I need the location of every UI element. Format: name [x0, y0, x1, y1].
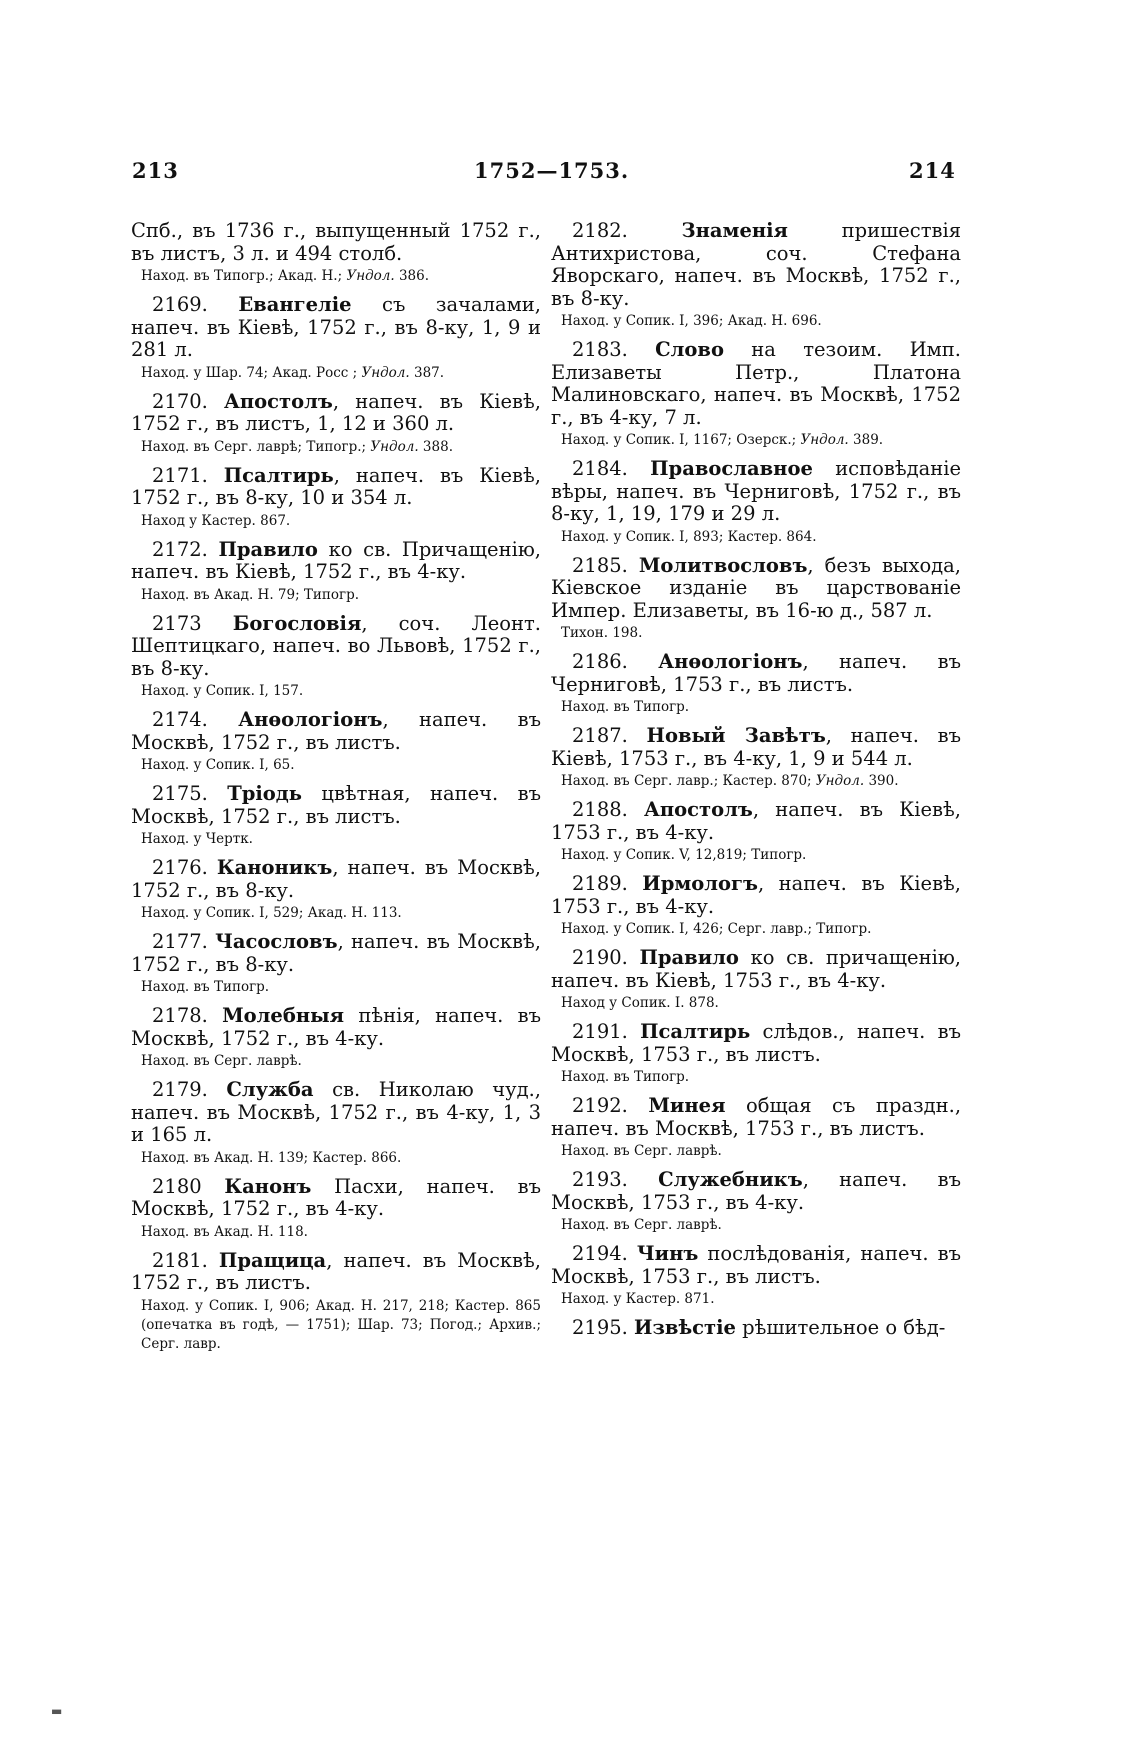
location-text: Наход. у Сопик. I, 65. [141, 757, 295, 773]
entry-description: , напеч. въ Москвѣ, 1752 г., въ листъ. [131, 1248, 541, 1294]
location-text: Наход. въ Серг. лаврѣ. [561, 1143, 722, 1159]
entry-location [131, 904, 541, 923]
entry-description: , напеч. въ Кіевѣ, 1752 г., въ 8-ку, 10 и 354 л. [131, 463, 541, 509]
location-number: 390. [868, 773, 899, 789]
entry-description: , соч. Леонт. Шептицкаго, напеч. во Львовѣ, 1752 г., въ 8-ку. [131, 611, 542, 680]
entry-title: Православное [650, 457, 813, 480]
entry-number: 2174. [152, 708, 208, 731]
entry-text [551, 555, 961, 623]
entry-number: 2181. [152, 1248, 208, 1272]
entry-number: 2187. [572, 724, 628, 747]
catalog-entry [131, 1250, 541, 1354]
page-number-left: 213 [132, 158, 179, 183]
entry-number: 2191. [572, 1020, 628, 1043]
entry-location [551, 846, 961, 865]
entry-description: слѣдов., напеч. въ Москвѣ, 1753 г., въ листъ. [551, 1020, 961, 1066]
entry-title: Апостолъ [224, 389, 333, 413]
entry-title: Молебныя [222, 1004, 345, 1027]
location-number: 387. [414, 364, 445, 381]
location-text: Наход. у Сопик. I, 906; Акад. Н. 217, 218; Кастер. 865 (опечатка въ годѣ, — 1751); Шар. 73; Погод.; Архив.; Серг. лавр. [141, 1297, 541, 1352]
location-text: Наход. въ Акад. Н. 118. [141, 1223, 308, 1240]
location-source-italic: Ундол. [815, 773, 865, 789]
location-text: Тихон. 198. [561, 625, 643, 641]
entry-number: 2192. [572, 1094, 628, 1117]
entry-text [131, 709, 541, 754]
catalog-entry [131, 783, 541, 849]
entry-location [551, 920, 961, 939]
entry-title: Тріодь [227, 782, 303, 805]
location-text: Наход. у Кастер. 871. [561, 1291, 715, 1307]
entry-text [551, 651, 961, 696]
entry-number: 2173 [152, 611, 202, 635]
catalog-entry [551, 1021, 961, 1087]
location-text: Наход. у Чертк. [141, 831, 253, 847]
entry-text [551, 1317, 961, 1340]
entry-text [131, 539, 541, 584]
entry-title: Анѳологіонъ [238, 708, 383, 731]
entry-text [131, 857, 541, 902]
catalog-entry [131, 931, 541, 997]
entry-location [551, 994, 961, 1013]
location-source-italic: Ундол. [361, 364, 410, 381]
entry-location [131, 1223, 541, 1242]
entry-description: , безъ выхода, Кіевское изданіе въ царствованіе Импер. Елизаветы, въ 16-ю д., 587 л. [551, 553, 962, 622]
entry-text [551, 725, 961, 770]
entry-description: общая съ праздн., напеч. въ Москвѣ, 1753 г., въ листъ. [551, 1094, 962, 1140]
entry-text [131, 783, 541, 828]
entry-number: 2189. [572, 872, 628, 895]
entry-location [551, 1068, 961, 1087]
entry-description: , напеч. въ Кіевѣ, 1753 г., въ 4-ку, 1, 9 и 544 л. [551, 724, 962, 770]
entry-number: 2175. [152, 782, 208, 805]
entry-text [131, 1079, 541, 1147]
location-text: Наход. у Шар. 74; Акад. Росс ; [141, 364, 358, 381]
entry-text [131, 613, 541, 681]
left-column [131, 220, 541, 1362]
entry-description: , напеч. въ Кіевѣ, 1753 г., въ 4-ку. [551, 798, 961, 844]
right-column [551, 220, 961, 1348]
entry-number: 2177. [152, 930, 208, 953]
location-text: Наход. въ Серг. лаврѣ. [141, 1053, 302, 1069]
entry-location [551, 1290, 961, 1309]
catalog-entry [551, 947, 961, 1013]
entry-location [131, 438, 541, 457]
entry-location [551, 1142, 961, 1161]
entry-title: Пращица [218, 1248, 327, 1272]
catalog-entry [551, 799, 961, 865]
catalog-entry [131, 1079, 541, 1168]
entry-number: 2195. [572, 1316, 628, 1339]
entry-number: 2182. [572, 219, 628, 242]
entry-title: Апостолъ [644, 798, 753, 821]
entry-title: Минея [648, 1094, 726, 1117]
running-header-years: 1752—1753. [474, 158, 630, 183]
entry-location [131, 1297, 541, 1354]
entry-text [131, 294, 541, 362]
location-text: Наход. у Сопик. I, 426; Серг. лавр.; Типогр. [561, 921, 872, 937]
catalog-entry [551, 1095, 961, 1161]
catalog-entry [551, 873, 961, 939]
entry-text [551, 220, 961, 310]
entry-description: св. Николаю чуд., напеч. въ Москвѣ, 1752 г., въ 4-ку, 1, 3 и 165 л. [131, 1078, 542, 1146]
page-number-right: 214 [909, 158, 956, 183]
entry-description: Спб., въ 1736 г., выпущенный 1752 г., въ листъ, 3 л. и 494 столб. [131, 219, 541, 265]
entry-title: Слово [655, 338, 724, 361]
entry-number: 2169. [152, 293, 208, 316]
entry-title: Канонъ [224, 1174, 312, 1198]
entry-location [131, 1149, 541, 1168]
entry-number: 2185. [572, 553, 628, 577]
entry-title: Молитвословъ [638, 553, 808, 577]
entry-text [551, 873, 961, 918]
location-text: Наход. въ Акад. Н. 139; Кастер. 866. [141, 1149, 402, 1166]
scan-speck: ▬ [51, 1704, 63, 1718]
entry-title: Новый Завѣтъ [646, 724, 826, 747]
entry-number: 2183. [572, 338, 628, 361]
location-number: 389. [853, 432, 884, 448]
location-text: Наход. въ Типогр. [561, 1069, 690, 1085]
entry-location [551, 1216, 961, 1235]
entry-location [551, 772, 961, 791]
entry-title: Чинъ [636, 1242, 699, 1265]
entry-title: Евангеліе [238, 293, 352, 316]
entry-location [551, 528, 961, 547]
entry-number: 2170. [152, 389, 208, 413]
location-text: Наход. въ Типогр. [141, 979, 270, 995]
entry-title: Служба [226, 1078, 314, 1101]
entry-description: ко св. причащенію, напеч. въ Кіевѣ, 1753 г., въ 4-ку. [551, 946, 961, 992]
entry-number: 2188. [572, 798, 628, 821]
entry-text [551, 1021, 961, 1066]
location-text: Наход. у Сопик. I, 396; Акад. Н. 696. [561, 313, 822, 329]
entry-text [131, 391, 541, 436]
entry-location [131, 830, 541, 849]
entry-location [131, 682, 541, 701]
location-text: Наход. въ Серг. лавр.; Кастер. 870; [561, 773, 812, 789]
entry-number: 2180 [152, 1174, 202, 1198]
entry-title: Каноникъ [216, 856, 333, 879]
entry-text [131, 1176, 541, 1221]
entry-text [131, 931, 541, 976]
catalog-entry [131, 220, 541, 286]
entry-number: 2190. [572, 946, 628, 969]
entry-title: Извѣстіе [634, 1316, 736, 1339]
catalog-entry [551, 555, 961, 644]
entry-text [131, 465, 541, 510]
entry-text [551, 947, 961, 992]
location-source-italic: Ундол. [346, 268, 395, 284]
entry-number: 2176. [152, 856, 208, 879]
entry-number: 2178. [152, 1004, 208, 1027]
entry-description: , напеч. въ Черниговѣ, 1753 г., въ листъ. [551, 650, 962, 696]
location-text: Наход. у Сопик. I, 893; Кастер. 864. [561, 528, 817, 545]
entry-title: Богословія [232, 611, 362, 635]
catalog-entry [131, 857, 541, 923]
catalog-entry [551, 651, 961, 717]
location-number: 386. [398, 268, 430, 284]
location-text: Наход у Сопик. I. 878. [561, 995, 719, 1011]
entry-description: , напеч. въ Москвѣ, 1752 г., въ листъ. [131, 708, 542, 754]
catalog-entry [551, 1243, 961, 1309]
entry-location [551, 698, 961, 717]
entry-description: , напеч. въ Кіевѣ, 1753 г., въ 4-ку. [551, 872, 961, 918]
catalog-entry [131, 1176, 541, 1242]
location-text: Наход. у Сопик. I, 529; Акад. Н. 113. [141, 905, 402, 921]
entry-title: Псалтирь [223, 463, 334, 487]
entry-location [551, 624, 961, 643]
entry-number: 2193. [572, 1168, 628, 1191]
entry-description: послѣдованія, напеч. въ Москвѣ, 1753 г., въ листъ. [551, 1242, 962, 1288]
entry-title: Знаменія [681, 219, 788, 242]
catalog-entry [551, 339, 961, 450]
entry-text [551, 458, 961, 526]
location-number: 388. [422, 438, 453, 455]
entry-title: Анѳологіонъ [658, 650, 803, 673]
entry-location [131, 267, 541, 286]
entry-text [551, 799, 961, 844]
entry-description: рѣшительное о бѣд- [742, 1316, 946, 1339]
entry-location [131, 756, 541, 775]
entry-location [551, 312, 961, 331]
catalog-entry [551, 458, 961, 547]
location-text: Наход. въ Серг. лаврѣ; Типогр.; [141, 438, 367, 455]
entry-location [131, 586, 541, 605]
catalog-entry [551, 1317, 961, 1340]
entry-description: пѣнія, напеч. въ Москвѣ, 1752 г., въ 4-ку. [131, 1004, 541, 1050]
catalog-entry [131, 709, 541, 775]
location-source-italic: Ундол. [370, 438, 419, 455]
entry-number: 2171. [152, 463, 208, 487]
entry-description: ко св. Причащенію, напеч. въ Кіевѣ, 1752 г., въ 4-ку. [131, 537, 541, 583]
entry-text [131, 1005, 541, 1050]
entry-text [551, 1169, 961, 1214]
entry-title: Часословъ [215, 930, 338, 953]
entry-number: 2194. [572, 1242, 628, 1265]
entry-text [551, 339, 961, 429]
entry-description: , напеч. въ Москвѣ, 1753 г., въ 4-ку. [551, 1168, 961, 1214]
entry-number: 2179. [152, 1078, 208, 1101]
catalog-entry [131, 294, 541, 383]
catalog-entry [551, 1169, 961, 1235]
entry-number: 2172. [152, 537, 208, 561]
entry-title: Правило [218, 537, 318, 561]
entry-location [131, 364, 541, 383]
entry-text [551, 1095, 961, 1140]
catalog-entry [131, 1005, 541, 1071]
entry-title: Ирмологъ [642, 872, 758, 895]
entry-number: 2186. [572, 650, 628, 673]
entry-text [131, 1250, 541, 1295]
entry-location [551, 431, 961, 450]
entry-description: цвѣтная, напеч. въ Москвѣ, 1752 г., въ листъ. [131, 782, 541, 828]
location-text: Наход. въ Типогр.; Акад. Н.; [141, 268, 343, 284]
catalog-entry [131, 539, 541, 605]
catalog-entry [551, 725, 961, 791]
entry-description: съ зачалами, напеч. въ Кіевѣ, 1752 г., въ 8-ку, 1, 9 и 281 л. [131, 293, 542, 361]
entry-description: , напеч. въ Москвѣ, 1752 г., въ 8-ку. [131, 856, 541, 902]
location-text: Наход. въ Типогр. [561, 699, 690, 715]
entry-title: Служебникъ [658, 1168, 803, 1191]
catalog-entry [131, 613, 541, 702]
location-source-italic: Ундол. [800, 432, 849, 448]
entry-title: Правило [639, 946, 739, 969]
entry-description: , напеч. въ Москвѣ, 1752 г., въ 8-ку. [131, 930, 541, 976]
entry-location [131, 512, 541, 531]
location-text: Наход. у Сопик. I, 157. [141, 683, 304, 699]
catalog-entry [131, 391, 541, 457]
entry-description: Пасхи, напеч. въ Москвѣ, 1752 г., въ 4-ку. [131, 1174, 542, 1220]
entry-title: Псалтирь [640, 1020, 751, 1043]
entry-description: исповѣданіе вѣры, напеч. въ Черниговѣ, 1752 г., въ 8-ку, 1, 19, 179 и 29 л. [551, 457, 961, 525]
location-text: Наход. у Сопик. V, 12,819; Типогр. [561, 847, 807, 863]
location-text: Наход. въ Акад. Н. 79; Типогр. [141, 586, 360, 603]
entry-number: 2184. [572, 457, 628, 480]
catalog-entry [551, 220, 961, 331]
catalog-entry [131, 465, 541, 531]
location-text: Наход у Кастер. 867. [141, 512, 291, 529]
entry-location [131, 978, 541, 997]
location-text: Наход. у Сопик. I, 1167; Озерск.; [561, 432, 797, 448]
entry-text [551, 1243, 961, 1288]
entry-description: , напеч. въ Кіевѣ, 1752 г., въ листъ, 1, 12 и 360 л. [131, 389, 541, 435]
entry-location [131, 1052, 541, 1071]
entry-description: пришествія Антихристова, соч. Стефана Яворскаго, напеч. въ Москвѣ, 1752 г., въ 8-ку. [551, 219, 962, 310]
location-text: Наход. въ Серг. лаврѣ. [561, 1217, 722, 1233]
entry-text [131, 220, 541, 265]
entry-description: на тезоим. Имп. Елизаветы Петр., Платона Малиновскаго, напеч. въ Москвѣ, 1752 г., въ 4-ку, 7 л. [551, 338, 961, 429]
